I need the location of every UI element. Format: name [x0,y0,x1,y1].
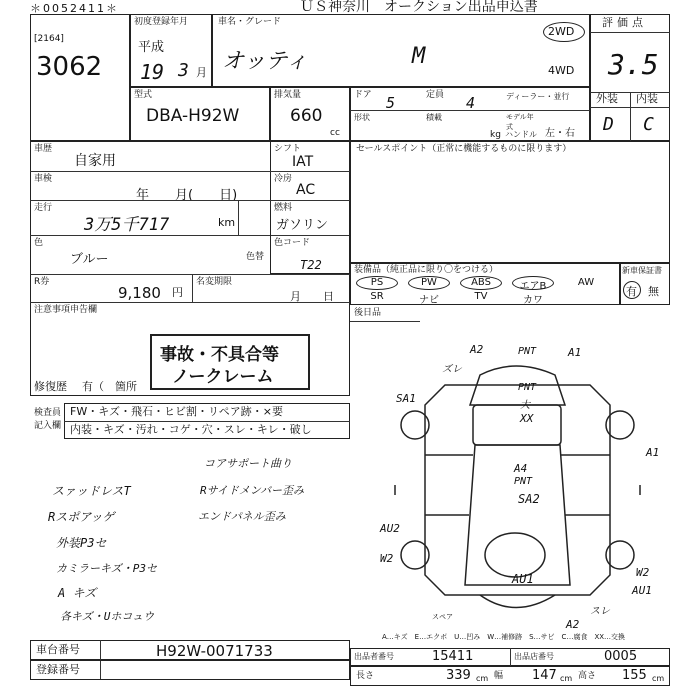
cooling-value: AC [296,182,316,198]
option-navi: ナビ [419,295,439,306]
fuel-label: 燃料 [274,203,293,213]
mileage-unit: km [218,216,236,229]
tax-label: 名変期限 [196,277,233,287]
shift-label: シフト [274,144,302,154]
height-value: 155 [622,668,647,683]
width-value: 147 [532,668,557,683]
option-abs: ABS [471,277,491,288]
recycle-unit: 円 [172,286,183,299]
evaluation-score: 3.5 [608,48,659,81]
damage-mark: スレ [590,606,610,617]
inspector-interior-line: 内装・キズ・汚れ・コゲ・穴・スレ・キレ・破し [70,423,312,436]
repair-label: 修復歴 [34,380,67,393]
shift-value: IAT [292,154,314,170]
listing-label: 出品者番号 [354,652,394,661]
seq-value: 0005 [604,649,638,664]
doors-value: 5 [386,94,396,112]
width-unit: cm [560,674,573,683]
damage-mark: PNT [518,346,537,357]
sales-point-label: セールスポイント（正常に機能するものに限ります） [356,144,572,154]
color-value: ブルー [70,252,109,267]
inspector-label-2: 記入欄 [34,421,62,431]
height-unit: cm [652,674,665,683]
reg-label: 登録番号 [36,663,80,676]
option-sr: SR [370,291,384,302]
model-label: 型式 [134,90,153,100]
new-car-yes: 有 [626,285,637,298]
new-car-label: 新車保証書 [622,266,662,275]
recycle-label: R券 [34,277,50,287]
damage-mark: XX [520,412,534,425]
option-aw: AW [577,277,595,288]
damage-mark: A2 [470,343,484,356]
damage-mark: 大 [520,400,530,411]
note-item: Rサイドメンバー歪み [200,484,304,497]
doors-label: ドア [354,90,372,100]
diagram-legend: A…キズ E…エクボ U…凹み W…補修跡 S…サビ C…腐食 XX…交換 [382,633,626,641]
capacity-label: 定員 [426,90,445,100]
color-code-label: 色コード [274,238,311,248]
cooling-label: 冷房 [274,174,293,184]
vehicle-name: オッティ [222,49,308,74]
evaluation-label: 評価点 [602,16,647,29]
fuel-value: ガソリン [276,218,329,233]
model-year-label: モデル年式 [506,113,534,131]
damage-mark: AU2 [380,522,400,535]
option-leather: カワ [523,295,543,306]
mileage-value: 3万5千717 [84,215,170,235]
form-title: ＵＳ神奈川 オークション出品申込書 [300,0,538,15]
equipment-label: 装備品（純正品に限り〇をつける） [354,265,499,275]
option-tv: TV [474,291,488,302]
new-car-no: 無 [648,285,659,298]
vehicle-grade: M [412,44,426,69]
vehicle-name-label: 車名・グレード [218,17,282,27]
history-value: 自家用 [74,153,116,169]
inspector-label-1: 検査員 [34,408,62,418]
damage-mark: ズレ [442,364,462,375]
registration-year: 19 [140,60,165,84]
option-airbag: エアB [519,281,547,292]
serial-number: ＊0052411＊ [30,2,119,15]
inspection-value: 年 月( 日) [136,188,238,203]
registration-month-unit: 月 [196,66,207,79]
model-value: DBA-H92W [146,106,240,126]
damage-mark: A1 [646,446,660,459]
repair-value: 有（ 箇所 [82,380,137,393]
registration-month: 3 [178,60,189,81]
option-pw: PW [421,277,437,288]
handle-value: 左・右 [545,128,575,139]
registration-label: 初度登録年月 [134,17,189,27]
chassis-label: 車台番号 [36,643,80,656]
width-label: 幅 [494,671,504,681]
length-value: 339 [446,668,471,683]
inspection-label: 車検 [34,174,53,184]
damage-mark: AU1 [632,584,652,597]
displacement-unit: cc [330,128,340,138]
kg-label: kg [490,130,501,140]
note-item: カミラーキズ・P3セ [56,562,158,575]
accident-line2: ノークレーム [172,367,274,387]
note-item: エンドパネル歪み [198,510,286,523]
seq-label: 出品店番号 [514,652,554,661]
inspector-fw-line: FW・キズ・飛石・ヒビ割・リペア跡・×要 [70,405,283,418]
note-item: A キズ [58,586,97,600]
damage-mark: SA2 [518,492,540,506]
color-code-value: T22 [300,258,322,272]
dealer-label: ディーラー・並行 [506,92,570,101]
notes-label: 注意事項申告欄 [34,305,98,315]
damage-mark: SA1 [396,392,416,405]
accident-line1: 事故・不具合等 [160,345,279,365]
shape-label: 形状 [354,113,370,122]
damage-mark: A2 [566,618,580,631]
damage-mark: W2 [636,566,650,579]
length-unit: cm [476,674,489,683]
interior-grade: C [643,114,654,135]
handle-label: ハンドル [505,130,537,139]
color-label: 色 [34,238,44,248]
tax-value: 月 日 [290,290,334,303]
note-item: 各キズ・Uホコュウ [60,610,155,623]
damage-mark: W2 [380,552,394,565]
note-item: Rスポアッゲ [48,510,115,524]
load-label: 積載 [426,113,442,122]
color-change-label: 色替 [246,252,265,262]
note-item: 外装P3セ [56,536,107,550]
length-label: 長さ [356,671,375,681]
height-label: 高さ [578,671,597,681]
damage-mark: A4 [514,462,528,475]
damage-mark: PNT [514,476,533,487]
damage-mark: スペア [432,613,453,621]
sales-point-box [350,141,670,263]
drive-2wd: 2WD [548,25,575,38]
registration-era: 平成 [138,40,165,55]
damage-mark: PNT [518,382,537,393]
displacement-label: 排気量 [274,90,302,100]
lot-code: [2164] [34,34,64,44]
damage-mark: AU1 [512,572,534,586]
note-item: コアサポート曲り [204,457,292,470]
recycle-value: 9,180 [118,284,161,302]
mileage-label: 走行 [34,203,53,213]
lot-number: 3062 [36,52,103,82]
exterior-grade: D [603,114,614,135]
chassis-value: H92W-0071733 [156,642,273,660]
interior-label: 内装 [636,92,658,105]
damage-mark: A1 [568,346,582,359]
exterior-label: 外装 [596,92,618,105]
drive-4wd: 4WD [548,64,575,77]
option-ps: PS [370,277,384,288]
capacity-value: 4 [466,94,476,112]
listing-value: 15411 [432,649,474,664]
aftermarket-label: 後日品 [354,308,382,318]
note-item: スァッドレスT [52,484,131,498]
displacement-value: 660 [290,106,323,126]
history-label: 車歴 [34,144,53,154]
